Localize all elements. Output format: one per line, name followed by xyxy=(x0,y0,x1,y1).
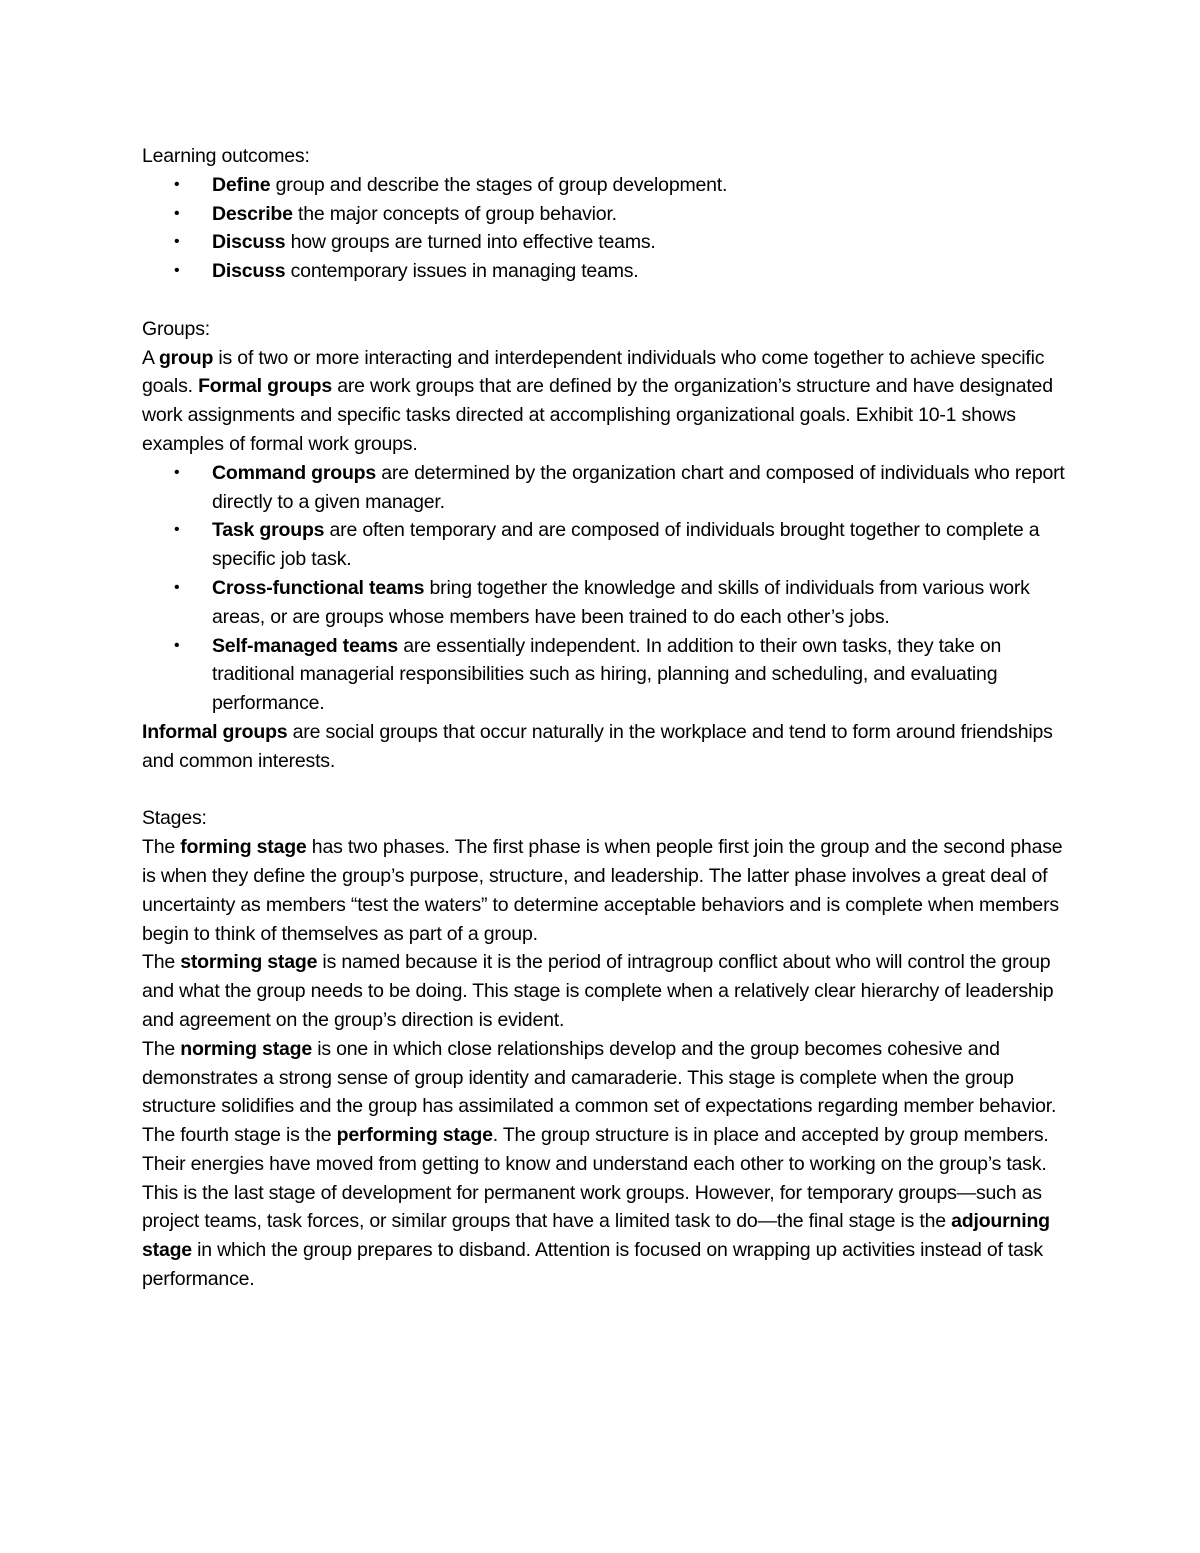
list-item xyxy=(142,516,1072,574)
text-run: are social groups that occur naturally in the workplace and tend to form around friendships and common interests. xyxy=(142,720,1053,772)
bullet-icon: • xyxy=(174,204,180,222)
bullet-icon: • xyxy=(174,636,180,654)
stages-heading: Stages: xyxy=(142,807,207,830)
blank-line xyxy=(142,776,1072,805)
list-item-bold: Cross-functional teams xyxy=(212,576,425,599)
list-item xyxy=(142,257,1072,286)
term-norming-stage: norming stage xyxy=(180,1037,312,1060)
text-run: The xyxy=(142,951,181,974)
list-item-text: bring together the knowledge and skills of individuals from various work areas, or are groups whose members have been trained to do each other’s jobs. xyxy=(212,576,1030,628)
list-item-bold: Task groups xyxy=(212,519,325,542)
list-item-text: are often temporary and are composed of individuals brought together to complete a specific job task. xyxy=(212,519,1040,571)
storming-stage-paragraph xyxy=(142,948,1072,1034)
formal-groups-list xyxy=(142,459,1072,718)
text-run: The fourth stage is the xyxy=(142,1124,337,1147)
text-run: . The group structure is in place and accepted by group members. Their energies have moved from getting to know and understand each other to working on the group’s task. This is the last stage of development for permanent work groups. However, for temporary groups—such as project teams, task forces, or similar groups that have a limited task to do—the final stage is the xyxy=(142,1124,1049,1233)
text-run: in which the group prepares to disband. Attention is focused on wrapping up activities instead of task performance. xyxy=(142,1239,1043,1291)
list-item xyxy=(142,228,1072,257)
document-body xyxy=(142,142,1072,1294)
bullet-icon: • xyxy=(174,463,180,481)
list-item-text: the major concepts of group behavior. xyxy=(292,202,617,225)
groups-heading: Groups: xyxy=(142,317,210,340)
text-run: The xyxy=(142,1037,181,1060)
term-performing-stage: performing stage xyxy=(336,1124,493,1147)
list-item xyxy=(142,574,1072,632)
bullet-icon: • xyxy=(174,521,180,539)
text-run: has two phases. The first phase is when people first join the group and the second phase is when they define the group’s purpose, structure, and leadership. The latter phase involves a great deal of uncertainty as members “test the waters” to determine acceptable behaviors and is complete when members begin to think of themselves as part of a group. xyxy=(142,836,1063,945)
list-item xyxy=(142,200,1072,229)
text-run: is named because it is the period of intragroup conflict about who will control the group and what the group needs to be doing. This stage is complete when a relatively clear hierarchy of leadership and agreement on the group’s direction is evident. xyxy=(142,951,1054,1031)
term-informal-groups: Informal groups xyxy=(142,720,288,743)
list-item-bold: Define xyxy=(212,173,271,196)
list-item xyxy=(142,632,1072,718)
term-forming-stage: forming stage xyxy=(180,836,307,859)
learning-outcomes-list xyxy=(142,171,1072,286)
bullet-icon: • xyxy=(174,262,180,280)
forming-stage-paragraph xyxy=(142,833,1072,948)
text-run: are work groups that are defined by the organization’s structure and have designated work assignments and specific tasks directed at accomplishing organizational goals. Exhibit 10-1 shows examples of formal work groups. xyxy=(142,375,1053,455)
term-adjourning-stage: adjourning stage xyxy=(142,1210,1050,1262)
list-item-bold: Self-managed teams xyxy=(212,634,399,657)
term-group: group xyxy=(158,346,214,369)
list-item-bold: Command groups xyxy=(212,461,377,484)
list-item-text: how groups are turned into effective teams. xyxy=(285,231,656,254)
text-run: is of two or more interacting and interdependent individuals who come together to achieve specific goals. xyxy=(142,346,1045,398)
term-formal-groups: Formal groups xyxy=(198,375,332,398)
list-item-text: are essentially independent. In addition to their own tasks, they take on traditional managerial responsibilities such as hiring, planning and scheduling, and evaluating performance. xyxy=(212,634,1002,715)
term-storming-stage: storming stage xyxy=(180,951,318,974)
text-run: A xyxy=(142,346,159,369)
groups-intro-paragraph xyxy=(142,344,1072,459)
list-item xyxy=(142,459,1072,517)
list-item-bold: Describe xyxy=(212,202,293,225)
list-item xyxy=(142,171,1072,200)
bullet-icon: • xyxy=(174,578,180,596)
list-item-bold: Discuss xyxy=(212,231,286,254)
norming-stage-paragraph xyxy=(142,1035,1072,1121)
performing-stage-paragraph xyxy=(142,1121,1072,1294)
informal-groups-paragraph xyxy=(142,718,1072,776)
list-item-text: contemporary issues in managing teams. xyxy=(285,260,639,283)
text-run: The xyxy=(142,836,181,859)
bullet-icon: • xyxy=(174,175,180,193)
list-item-text: are determined by the organization chart and composed of individuals who report directly to a given manager. xyxy=(212,461,1065,513)
list-item-bold: Discuss xyxy=(212,260,286,283)
list-item-text: group and describe the stages of group development. xyxy=(270,173,728,196)
learning-outcomes-heading: Learning outcomes: xyxy=(142,145,310,167)
text-run: is one in which close relationships develop and the group becomes cohesive and demonstrates a strong sense of group identity and camaraderie. This stage is complete when the group structure solidifies and the group has assimilated a common set of expectations regarding member behavior. xyxy=(142,1037,1057,1118)
bullet-icon: • xyxy=(174,233,180,251)
blank-line xyxy=(142,286,1072,315)
